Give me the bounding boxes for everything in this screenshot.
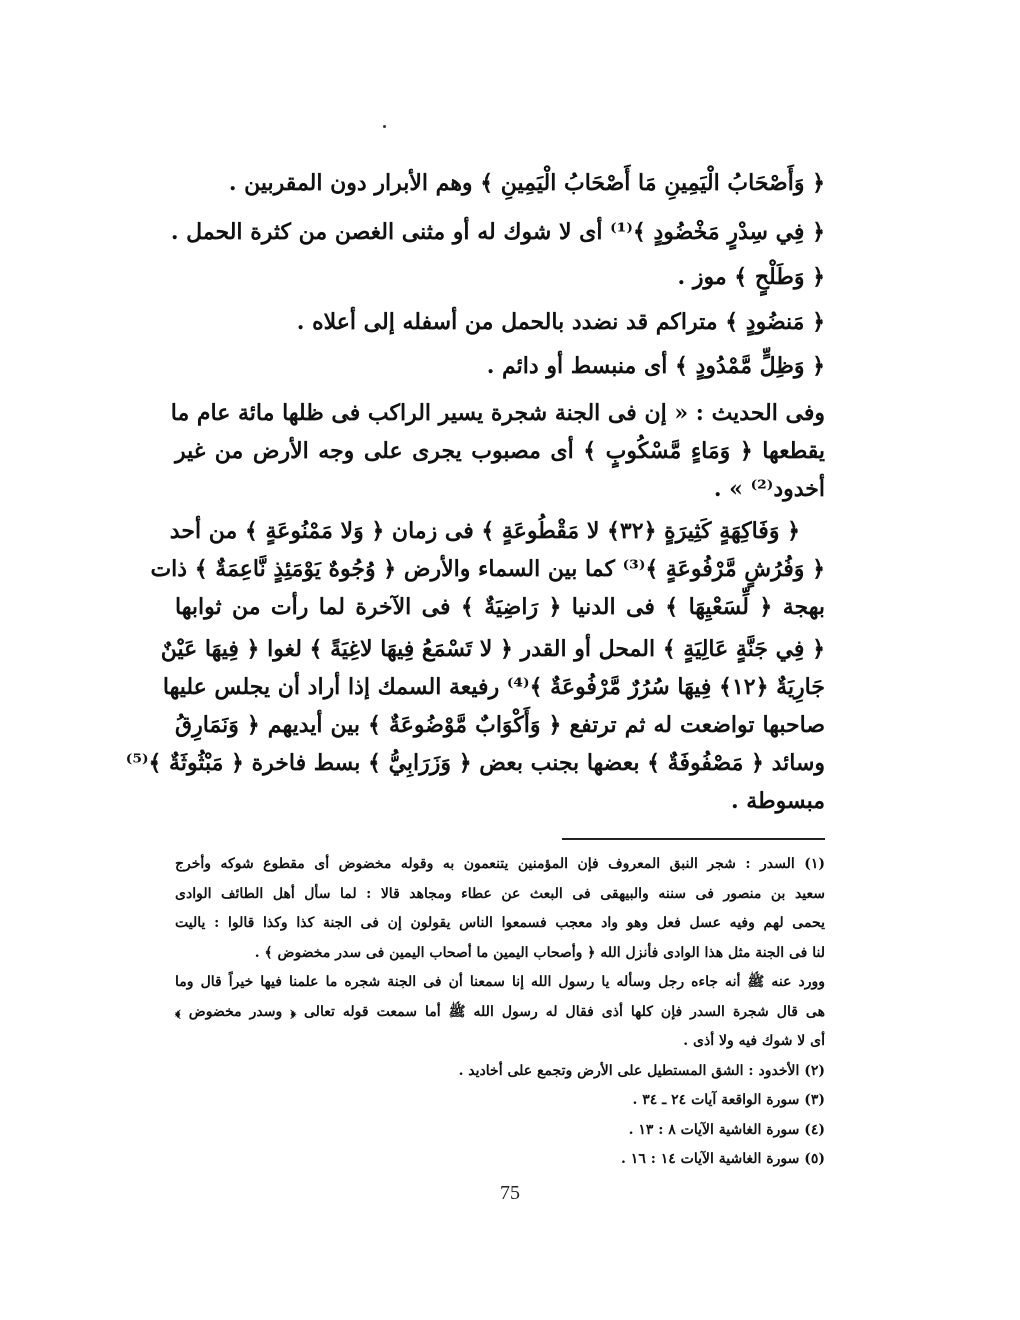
text-line: وفى الحديث : « إن فى الجنة شجرة يسير الراكب فى ظلها مائة عام ما <box>170 400 825 426</box>
verses-paragraph <box>150 512 825 626</box>
footnote-line: يحمى لهم وفيه عسل فعل وهو واد معجب فسمعوا الناس يقولون إن فى الجنة كذا وكذا قالوا : ياليت <box>175 915 825 931</box>
main-text <box>170 213 825 251</box>
hadith-paragraph <box>170 394 825 508</box>
footnotes <box>175 850 825 1175</box>
text-line: صاحبها تواضعت له ثم ترتفع ﴿ وَأَكْوَابٌ مَّوْضُوعَةٌ ﴾ بين أيديهم ﴿ وَنَمَارِقُ <box>175 712 825 738</box>
text-line: ﴿ وَظِلٍّ مَّمْدُودٍ ﴾ أى منبسط أو دائم . <box>486 353 825 379</box>
text-line: ﴿ فِي جَنَّةٍ عَالِيَةٍ ﴾ المحل أو القدر ﴿ لا تَسْمَعُ فِيهَا لاغِيَةً ﴾ لغوا ﴿ فِيهَا عَيْنٌ <box>160 636 825 662</box>
main-text <box>175 258 825 296</box>
footnote-line: وورد عنه ﷺ أنه جاءه رجل وسأله يا رسول الله إنا سمعنا أن فى الجنة شجره ما علمنا فيها خيراً قال وما <box>175 974 825 990</box>
main-text <box>175 164 825 202</box>
verses-paragraph-2 <box>125 630 825 820</box>
main-text <box>175 347 825 385</box>
text-line: ﴿ وَأَصْحَابُ الْيَمِينِ مَا أَصْحَابُ الْيَمِينِ ﴾ وهم الأبرار دون المقربين . <box>228 170 825 196</box>
page-number: 75 <box>500 1182 520 1204</box>
footnote-line: لنا فى الجنة مثل هذا الوادى فأنزل الله ﴿ وأصحاب اليمين ما أصحاب اليمين فى سدر مخضوض ﴾ . <box>254 944 825 961</box>
footnote-line: أى لا شوك فيه ولا أذى . <box>683 1033 825 1049</box>
footnote-line: (٥) سورة الغاشية الآيات ١٤ : ١٦ . <box>621 1151 825 1167</box>
text-line: بهجة ﴿ لِّسَعْيِهَا ﴾ فى الدنيا ﴿ رَاضِيَةٌ ﴾ فى الآخرة لما رأت من ثوابها <box>175 594 825 620</box>
footnote-line: سعيد بن منصور فى سننه والبيهقى فى البعث عن عطاء ومجاهد قالا : لما سأل أهل الطائف الوادى <box>175 885 825 902</box>
text-line: وسائد ﴿ مَصْفُوفَةٌ ﴾ بعضها بجنب بعض ﴿ وَزَرَابِيُّ ﴾ بسط فاخرة ﴿ مَبْثُوثَةٌ ﴾⁽⁵⁾ <box>125 750 825 776</box>
stray-dot <box>383 125 386 128</box>
text-line: ﴿ فِي سِدْرٍ مَخْضُودٍ ﴾⁽¹⁾ أى لا شوك له أو مثنى الغصن من كثرة الحمل . <box>170 219 825 245</box>
footnote-line: هى قال شجرة السدر فإن كلها أذى فقال له رسول الله ﷺ أما سمعت قوله تعالى ﴿ وسدر مخضوض ﴾ <box>175 1003 825 1020</box>
text-line: ﴿ وَطَلْحٍ ﴾ موز . <box>677 264 825 290</box>
text-line: مبسوطة . <box>730 788 825 814</box>
footnote-separator <box>562 838 825 840</box>
text-line: ﴿ وَفُرُشٍ مَّرْفُوعَةٍ ﴾⁽³⁾ كما بين السماء والأرض ﴿ وُجُوهٌ يَوْمَئِذٍ نَّاعِمَةٌ ﴾ ذات <box>150 556 825 582</box>
text-line: ﴿ وَفَاكِهَةٍ كَثِيرَةٍ ﴿٣٢﴾ لا مَقْطُوعَةٍ ﴾ فى زمان ﴿ وَلا مَمْنُوعَةٍ ﴾ من أحد <box>169 518 800 544</box>
main-text <box>175 303 825 341</box>
text-line: يقطعها ﴿ وَمَاءٍ مَّسْكُوبٍ ﴾ أى مصبوب يجرى على وجه الأرض من غير <box>175 438 825 464</box>
footnote-line: (١) السدر : شجر النبق المعروف فإن المؤمنين يتنعمون به وقوله مخضوض أى مقطوع شوكه وأخرج <box>175 856 825 872</box>
text-line: ﴿ مَنضُودٍ ﴾ متراكم قد نضدد بالحمل من أسفله إلى أعلاه . <box>296 309 825 335</box>
footnote-line: (٤) سورة الغاشية الآيات ٨ : ١٣ . <box>628 1121 825 1138</box>
footnote-line: (٣) سورة الواقعة آيات ٢٤ ـ ٣٤ . <box>632 1092 825 1108</box>
text-line: جَارِيَةٌ ﴿١٢﴾ فِيهَا سُرُرٌ مَّرْفُوعَةٌ ﴾⁽⁴⁾ رفيعة السمك إذا أراد أن يجلس عليها <box>162 674 825 700</box>
footnote-line: (٢) الأخدود : الشق المستطيل على الأرض وتجمع على أخاديد . <box>458 1062 825 1079</box>
text-line: أخدود⁽²⁾ » . <box>713 476 825 502</box>
